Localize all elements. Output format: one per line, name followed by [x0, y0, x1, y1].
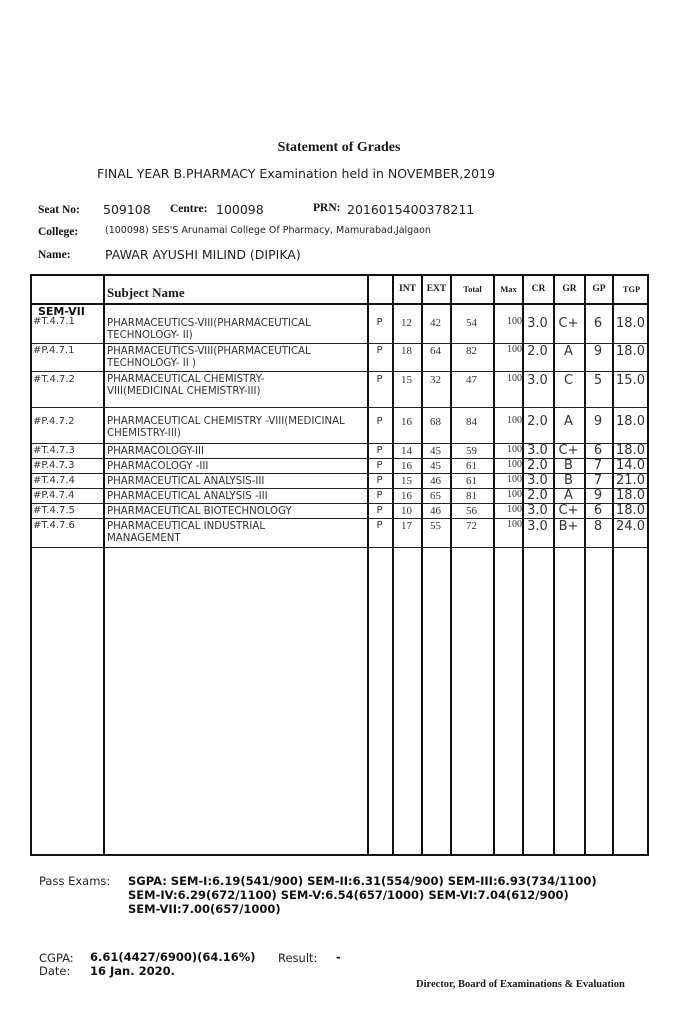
row-divider	[32, 503, 647, 504]
row-status: P	[376, 345, 383, 356]
row-tgp: 14.0	[616, 458, 645, 473]
page-title: Statement of Grades	[277, 140, 401, 155]
row-tgp: 18.0	[616, 316, 645, 331]
row-gp: 6	[593, 443, 603, 458]
row-ext: 32	[430, 374, 441, 386]
prn-value: 2016015400378211	[347, 202, 475, 217]
row-status: P	[376, 460, 383, 471]
row-max: 100	[507, 373, 522, 384]
seat-no-label: Seat No:	[38, 204, 80, 216]
row-divider	[32, 547, 647, 548]
row-subject: PHARMACEUTICAL ANALYSIS -III	[107, 491, 268, 502]
centre-value: 100098	[216, 202, 264, 217]
row-gr: C+	[558, 503, 579, 518]
row-subject: PHARMACEUTICAL BIOTECHNOLOGY	[107, 506, 292, 517]
row-max: 100	[507, 415, 522, 426]
row-ext: 46	[430, 475, 441, 487]
row-int: 16	[401, 416, 412, 428]
row-cr: 2.0	[527, 458, 548, 473]
col-divider	[103, 276, 105, 854]
row-tgp: 18.0	[616, 503, 645, 518]
row-max: 100	[507, 519, 522, 530]
row-divider	[32, 443, 647, 444]
header-max: Max	[500, 284, 517, 294]
row-int: 17	[401, 520, 412, 532]
row-max: 100	[507, 444, 522, 455]
row-ext: 65	[430, 490, 441, 502]
row-divider	[32, 371, 647, 372]
row-code: #T.4.7.5	[33, 505, 75, 516]
row-max: 100	[507, 459, 522, 470]
row-subject: PHARMACEUTICAL INDUSTRIAL MANAGEMENT	[107, 521, 266, 544]
row-cr: 3.0	[527, 519, 548, 534]
row-subject: PHARMACEUTICS-VIII(PHARMACEUTICAL TECHNOLOGY- II )	[107, 346, 311, 369]
date-label: Date:	[39, 964, 71, 978]
cgpa-value: 6.61(4427/6900)(64.16%)	[90, 950, 256, 964]
row-cr: 2.0	[527, 414, 548, 429]
college-value: (100098) SES'S Arunamai College Of Pharmacy, Mamurabad,Jalgaon	[105, 225, 431, 236]
row-total: 61	[466, 460, 477, 472]
row-tgp: 24.0	[616, 519, 645, 534]
row-max: 100	[507, 344, 522, 355]
student-name-value: PAWAR AYUSHI MILIND (DIPIKA)	[105, 247, 301, 262]
row-divider	[32, 343, 647, 344]
row-status: P	[376, 505, 383, 516]
header-ext: EXT	[426, 284, 447, 294]
col-divider	[612, 276, 614, 854]
result-label: Result:	[278, 951, 318, 965]
row-divider	[32, 488, 647, 489]
header-gr: GR	[562, 284, 577, 294]
row-code: #T.4.7.1	[33, 316, 75, 327]
row-gp: 5	[593, 373, 603, 388]
row-total: 59	[466, 445, 477, 457]
centre-label: Centre:	[170, 203, 208, 215]
row-gr: A	[564, 344, 573, 359]
row-status: P	[376, 520, 383, 531]
row-gr: A	[564, 414, 573, 429]
row-code: #P.4.7.4	[33, 490, 75, 501]
row-ext: 42	[430, 317, 441, 329]
row-total: 61	[466, 475, 477, 487]
header-divider	[32, 303, 647, 305]
row-tgp: 18.0	[616, 414, 645, 429]
row-gr: C+	[558, 443, 579, 458]
header-tgp: TGP	[622, 284, 641, 294]
row-code: #P.4.7.2	[33, 416, 75, 427]
row-gp: 7	[593, 458, 603, 473]
row-ext: 46	[430, 505, 441, 517]
signatory-title: Director, Board of Examinations & Evaluation	[416, 979, 625, 990]
row-tgp: 18.0	[616, 443, 645, 458]
result-value: -	[336, 950, 341, 964]
row-ext: 45	[430, 460, 441, 472]
row-int: 15	[401, 374, 412, 386]
row-tgp: 15.0	[616, 373, 645, 388]
row-status: P	[376, 416, 383, 427]
row-code: #T.4.7.4	[33, 475, 75, 486]
row-ext: 64	[430, 345, 441, 357]
row-divider	[32, 518, 647, 519]
row-int: 15	[401, 475, 412, 487]
row-code: #P.4.7.3	[33, 460, 75, 471]
header-gp: GP	[592, 284, 606, 294]
row-status: P	[376, 317, 383, 328]
seat-no-value: 509108	[103, 202, 151, 217]
row-gr: B	[564, 458, 573, 473]
row-tgp: 18.0	[616, 488, 645, 503]
row-int: 12	[401, 317, 412, 329]
row-cr: 3.0	[527, 473, 548, 488]
row-code: #T.4.7.6	[33, 520, 75, 531]
row-max: 100	[507, 474, 522, 485]
row-cr: 3.0	[527, 443, 548, 458]
row-total: 72	[466, 520, 477, 532]
row-gr: A	[564, 488, 573, 503]
row-code: #T.4.7.3	[33, 445, 75, 456]
row-max: 100	[507, 316, 522, 327]
col-divider	[450, 276, 452, 854]
sgpa-line-3: SEM-VII:7.00(657/1000)	[128, 902, 281, 916]
row-status: P	[376, 445, 383, 456]
row-gp: 6	[593, 316, 603, 331]
row-total: 56	[466, 505, 477, 517]
row-max: 100	[507, 489, 522, 500]
row-status: P	[376, 475, 383, 486]
row-cr: 3.0	[527, 316, 548, 331]
row-gp: 9	[593, 488, 603, 503]
row-code: #P.4.7.1	[33, 345, 75, 356]
row-divider	[32, 407, 647, 408]
row-ext: 68	[430, 416, 441, 428]
row-subject: PHARMACEUTICAL CHEMISTRY -VIII(MEDICINAL CHEMISTRY-III)	[107, 416, 345, 439]
row-subject: PHARMACEUTICAL CHEMISTRY-VIII(MEDICINAL CHEMISTRY-III)	[107, 374, 265, 397]
row-gr: C	[563, 373, 574, 388]
row-total: 47	[466, 374, 477, 386]
col-divider	[584, 276, 586, 854]
row-int: 18	[401, 345, 412, 357]
sgpa-line-2: SEM-IV:6.29(672/1100) SEM-V:6.54(657/1000) SEM-VI:7.04(612/900)	[128, 888, 569, 902]
semester-label: SEM-VII	[38, 305, 85, 318]
row-ext: 55	[430, 520, 441, 532]
row-status: P	[376, 490, 383, 501]
row-subject: PHARMACOLOGY -III	[107, 461, 209, 472]
row-int: 16	[401, 490, 412, 502]
row-total: 81	[466, 490, 477, 502]
cgpa-label: CGPA:	[39, 951, 74, 965]
col-divider	[553, 276, 555, 854]
col-divider	[522, 276, 524, 854]
row-gp: 9	[593, 414, 603, 429]
college-label: College:	[38, 226, 79, 238]
row-gp: 6	[593, 503, 603, 518]
name-label: Name:	[38, 249, 71, 261]
row-gr: C+	[558, 316, 579, 331]
row-total: 82	[466, 345, 477, 357]
row-gr: B+	[558, 519, 579, 534]
row-divider	[32, 473, 647, 474]
header-cr: CR	[531, 284, 546, 294]
row-total: 84	[466, 416, 477, 428]
row-cr: 2.0	[527, 488, 548, 503]
row-tgp: 21.0	[616, 473, 645, 488]
row-cr: 3.0	[527, 503, 548, 518]
sgpa-line-1: SGPA: SEM-I:6.19(541/900) SEM-II:6.31(554/900) SEM-III:6.93(734/1100)	[128, 874, 597, 888]
row-int: 16	[401, 460, 412, 472]
row-total: 54	[466, 317, 477, 329]
row-int: 10	[401, 505, 412, 517]
pass-exams-label: Pass Exams:	[39, 874, 111, 888]
row-gp: 8	[593, 519, 603, 534]
row-gp: 9	[593, 344, 603, 359]
date-value: 16 Jan. 2020.	[90, 964, 175, 978]
row-status: P	[376, 374, 383, 385]
header-total: Total	[463, 284, 482, 294]
row-cr: 3.0	[527, 373, 548, 388]
col-divider	[421, 276, 423, 854]
col-divider	[392, 276, 394, 854]
row-int: 14	[401, 445, 412, 457]
row-code: #T.4.7.2	[33, 374, 75, 385]
row-gr: B	[564, 473, 573, 488]
col-divider	[367, 276, 369, 854]
row-cr: 2.0	[527, 344, 548, 359]
row-max: 100	[507, 504, 522, 515]
row-ext: 45	[430, 445, 441, 457]
exam-subtitle: FINAL YEAR B.PHARMACY Examination held in NOVEMBER,2019	[97, 166, 496, 181]
row-subject: PHARMACOLOGY-III	[107, 446, 204, 457]
header-int: INT	[399, 284, 416, 294]
row-gp: 7	[593, 473, 603, 488]
col-divider	[493, 276, 495, 854]
row-tgp: 18.0	[616, 344, 645, 359]
row-subject: PHARMACEUTICS-VIII(PHARMACEUTICAL TECHNOLOGY- II)	[107, 318, 311, 341]
header-subject-name: Subject Name	[107, 285, 185, 300]
row-divider	[32, 458, 647, 459]
row-subject: PHARMACEUTICAL ANALYSIS-III	[107, 476, 265, 487]
prn-label: PRN:	[313, 202, 341, 214]
